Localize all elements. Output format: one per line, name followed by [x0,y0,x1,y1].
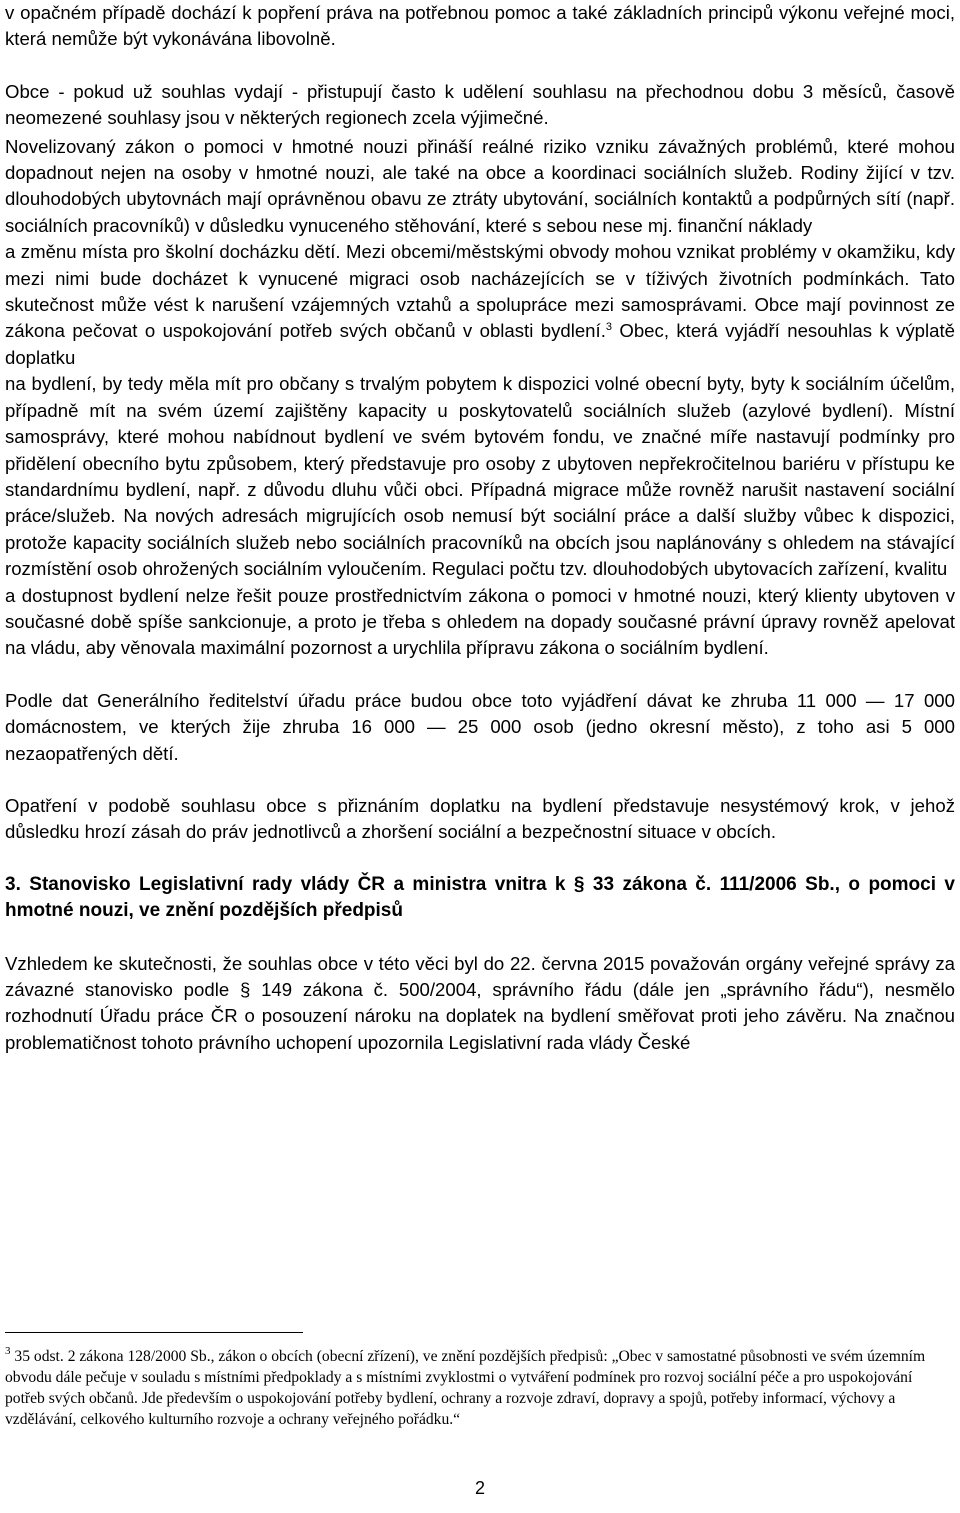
paragraph-4-tail: Obec, která vyjádří nesouhlas k výplatě doplatku [5,320,955,368]
paragraph-7: Podle dat Generálního ředitelství úřadu práce budou obce toto vyjádření dávat ke zhruba 11 000 — 17 000 domácnostem, ve kterých žije zhruba 16 000 — 25 000 osob (jedno okresní město), z toho asi 5 000 nezaopatřených dětí. [5,689,955,764]
section-heading: 3. Stanovisko Legislativní rady vlády ČR a ministra vnitra k § 33 zákona č. 111/2006 Sb., o pomoci v hmotné nouzi, ve znění pozdějších předpisů [5,873,955,922]
paragraph-2: Obce - pokud už souhlas vydají - přistupují často k udělení souhlasu na přechodnou dobu 3 měsíců, časově neomezené souhlasy jsou v některých regionech zcela výjimečné. [5,80,955,129]
footnote-reference: 3 [605,321,612,334]
paragraph-4 [5,239,955,371]
page-number: 2 [474,1478,485,1498]
footnote-text: 35 odst. 2 zákona 128/2000 Sb., zákon o obcích (obecní zřízení), ve znění pozdějších předpisů: „Obec v samostatné působnosti ve svém územním obvodu dále pečuje v souladu s místními předpoklady a s místními zvyklostmi o vytváření podmínek pro rozvoj sociální péče a pro uspokojování potřeb svých občanů. Jde především o uspokojování potřeby bydlení, ochrany a rozvoje zdraví, dopravy a spojů, potřeby informací, výchovy a vzdělávání, celkového kulturního rozvoje a ochrany veřejného pořádku.“ [5,1348,926,1428]
paragraph-1: v opačném případě dochází k popření práva na potřebnou pomoc a také základních principů výkonu veřejné moci, která nemůže být vykonávána libovolně. [5,2,955,50]
paragraph-9: Vzhledem ke skutečnosti, že souhlas obce v této věci byl do 22. června 2015 považován orgány veřejné správy za závazné stanovisko podle § 149 zákona č. 500/2004, správního řádu (dále jen „správního řádu“), nesmělo rozhodnutí Úřadu práce ČR o posouzení nároku na doplatek na bydlení směřovat proti jeho závěru. Na značnou problematičnost tohoto právního uchopení upozornila Legislativní rada vlády České [5,952,955,1053]
footnote [5,1346,955,1430]
paragraph-4-text: a změnu místa pro školní docházku dětí. Mezi obcemi/městskými obvody mohou vznikat problémy v okamžiku, kdy mezi nimi bude docházet k vynucené migraci osob nacházejících se v tíživých životních podmínkách. Tato skutečnost může vést k narušení vzájemných vztahů a spolupráce mezi samosprávami. Obce mají povinnost ze zákona pečovat o uspokojování potřeb svých občanů v oblasti bydlení. [5,241,955,342]
paragraph-6: a dostupnost bydlení nelze řešit pouze prostřednictvím zákona o pomoci v hmotné nouzi, který klienty ubytoven v současné době spíše sankcionuje, a proto je třeba s ohledem na dopady současné právní úpravy rovněž apelovat na vládu, aby věnovala maximální pozornost a urychlila přípravu zákona o sociálním bydlení. [5,584,955,659]
paragraph-8: Opatření v podobě souhlasu obce s přiznáním doplatku na bydlení představuje nesystémový krok, v jehož důsledku hrozí zásah do práv jednotlivců a zhoršení sociální a bezpečnostní situace v obcích. [5,794,955,843]
footnote-number: 3 [5,1345,11,1357]
paragraph-5: na bydlení, by tedy měla mít pro občany s trvalým pobytem k dispozici volné obecní byty, byty k sociálním účelům, případně mít na svém území zajištěny kapacity u poskytovatelů sociálních služeb (azylové bydlení). Místní samosprávy, které mohou nabídnout bydlení ve svém bytovém fondu, ve značné míře nastavují podmínky pro přidělení obecního bytu způsobem, který představuje pro osoby z ubytoven nepřekročitelnou bariéru v přístupu ke standardnímu bydlení, např. z důvodu dluhu vůči obci. Případná migrace může rovněž narušit nastavení sociální práce/služeb. Na nových adresách migrujících osob nemusí být sociální práce a další služby vůbec k dispozici, protože kapacity sociálních služeb nebo sociálních pracovníků na obcích jsou naplánovány s ohledem na stávající rozmístění osob ohrožených sociálním vyloučením. Regulaci počtu tzv. dlouhodobých ubytovacích zařízení, kvalitu [5,373,955,580]
footnote-separator [5,1332,303,1333]
paragraph-3: Novelizovaný zákon o pomoci v hmotné nouzi přináší reálné riziko vzniku závažných problémů, které mohou dopadnout nejen na osoby v hmotné nouzi, ale také na obce a koordinaci sociálních služeb. Rodiny žijící v tzv. dlouhodobých ubytovnách mají oprávněnou obavu ze ztráty ubytování, sociálních kontaktů a podpůrných sítí (např. sociálních pracovníků) v důsledku vynuceného stěhování, které s sebou nese mj. finanční náklady [5,135,955,236]
document-page [5,0,955,1056]
